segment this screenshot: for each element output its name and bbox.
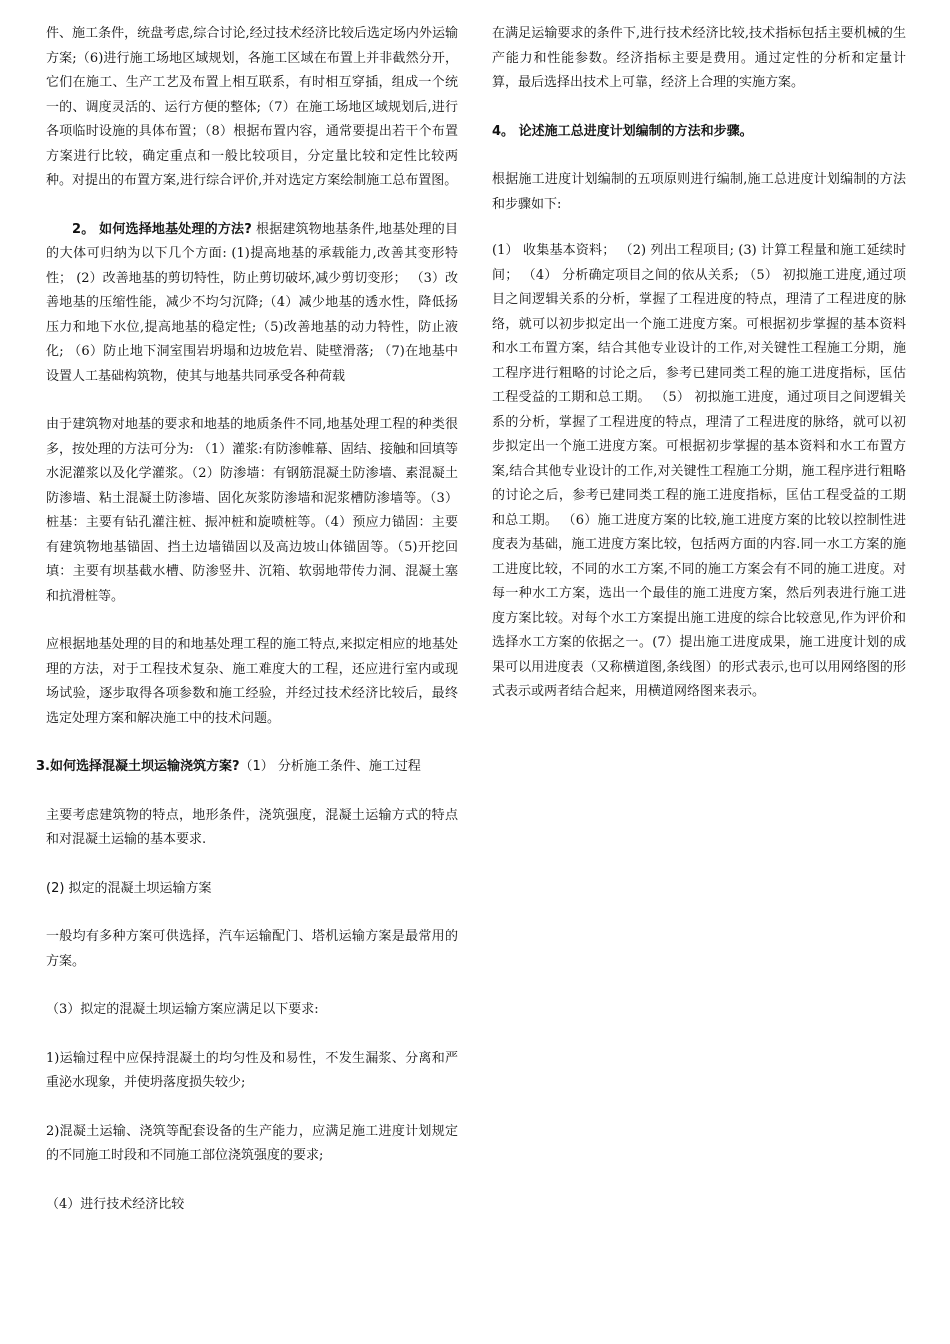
question-3-body: （1） 分析施工条件、施工过程: [239, 759, 421, 774]
right-paragraph-3: (1） 收集基本资料； （2) 列出工程项目; (3) 计算工程量和施工延续时间； （4） 分析确定项目之间的依从关系; （5） 初拟施工进度,通过项目之间逻辑关系的分析，掌握了工程进度的特点，理清了工程进度的脉络，就可以初步拟定出一个施工进度方案。可根据初步掌握的基本资料和水工布置方案，结合其他专业设计的工作,对关键性工程施工分期，施工程序进行粗略的讨论之后，参考已建同类工程的施工进度指标，匡估工程受益的工期和总工期。 （5） 初拟施工进度，通过项目之间逻辑关系的分析，掌握了工程进度的特点，理清了工程进度的脉络，就可以初步拟定出一个施工进度方案。可根据初步掌握的基本资料和水工布置方案,结合其他专业设计的工作,对关键性工程施工分期，施工程序进行粗略的讨论之后，参考已建同类工程的施工进度指标，匡估工程受益的工期和总工期。 （6）施工进度方案的比较,施工进度方案的比较以控制性进度表为基础，施工进度方案比较，包括两方面的内容.同一水工方案的施工进度比较，不同的水工方案,不同的施工方案会有不同的施工进度。对每一种水工方案，选出一个最佳的施工进度方案，然后列表进行施工进度方案比较。对每个水工方案提出施工进度的综合比较意见,作为评价和选择水工方案的依据之一。(7）提出施工进度成果，施工进度计划的成果可以用进度表（又称横道图,条线图）的形式表示,也可以用网络图的形式表示或两者结合起来，用横道网络图来表示。: [492, 243, 906, 699]
left-paragraph-1: 件、施工条件，统盘考虑,综合讨论,经过技术经济比较后选定场内外运输方案;（6)进行施工场地区域规划，各施工区域在布置上并非截然分开，它们在施工、生产工艺及布置上相互联系，有时相互穿插，组成一个统一的、调度灵活的、运行方便的整体;（7）在施工场地区域规划后,进行各项临时设施的具体布置；（8）根据布置内容，通常要提出若干个布置方案进行比较，确定重点和一般比较项目，分定量比较和定性比较两种。对提出的布置方案,进行综合评价,并对选定方案绘制施工总布置图。: [46, 26, 458, 188]
left-paragraph-5: 主要考虑建筑物的特点，地形条件，浇筑强度，混凝土运输方式的特点和对混凝土运输的基本要求.: [46, 807, 458, 847]
question-2-body: 根据建筑物地基条件,地基处理的目的大体可归纳为以下几个方面: (1)提高地基的承载能力,改善其变形特性； (2）改善地基的剪切特性，防止剪切破坏,减少剪切变形； （3）改善地基的压缩性能，减少不均匀沉降;（4）减少地基的透水性，降低扬压力和地下水位,提高地基的稳定性;（5)改善地基的动力特性，防止液化; （6）防止地下洞室围岩坍塌和边坡危岩、陡壁滑落; （7)在地基中设置人工基础构筑物，使其与地基共同承受各种荷载: [46, 221, 458, 384]
left-paragraph-3: 由于建筑物对地基的要求和地基的地质条件不同,地基处理工程的种类很多，按处理的方法可分为: （1）灌浆:有防渗帷幕、固结、接触和回填等水泥灌浆以及化学灌浆。（2）防渗墙：有钢筋混凝土防渗墙、素混凝土防渗墙、粘土混凝土防渗墙、固化灰浆防渗墙和泥浆槽防渗墙等。（3）桩基：主要有钻孔灌注桩、振冲桩和旋喷桩等。（4）预应力锚固：主要有建筑物地基锚固、挡土边墙锚固以及高边坡山体锚固等。（5)开挖回填：主要有坝基截水槽、防渗竖井、沉箱、软弱地带传力洞、混凝土塞和抗滑桩等。: [46, 417, 458, 604]
right-paragraph-1: 在满足运输要求的条件下,进行技术经济比较,技术指标包括主要机械的生产能力和性能参数。经济指标主要是费用。通过定性的分析和定量计算，最后选择出技术上可靠，经济上合理的实施方案。: [492, 26, 906, 90]
left-paragraph-11: （4）进行技术经济比较: [46, 1196, 185, 1212]
question-2-title: 2。 如何选择地基处理的方法?: [72, 221, 252, 237]
left-paragraph-7: 一般均有多种方案可供选择，汽车运输配门、塔机运输方案是最常用的方案。: [46, 929, 458, 969]
right-paragraph-2: 根据施工进度计划编制的五项原则进行编制,施工总进度计划编制的方法和步骤如下:: [492, 172, 906, 212]
question-3-paragraph: [36, 755, 458, 780]
left-paragraph-10: 2)混凝土运输、浇筑等配套设备的生产能力，应满足施工进度计划规定的不同施工时段和不同施工部位浇筑强度的要求;: [46, 1123, 458, 1163]
left-paragraph-8: （3）拟定的混凝土坝运输方案应满足以下要求:: [46, 1002, 319, 1017]
left-column: [36, 22, 458, 1217]
right-column: [492, 22, 906, 705]
left-paragraph-4: 应根据地基处理的目的和地基处理工程的施工特点,来拟定相应的地基处理的方法，对于工程技术复杂、施工难度大的工程，还应进行室内或现场试验，逐步取得各项参数和施工经验，并经过技术经济比较后，最终选定处理方案和解决施工中的技术问题。: [46, 637, 458, 726]
left-paragraph-9: 1)运输过程中应保持混凝土的均匀性及和易性，不发生漏浆、分离和严重泌水现象，并使坍落度损失较少;: [46, 1050, 458, 1090]
question-4-title: 4。 论述施工总进度计划编制的方法和步骤。: [492, 123, 753, 139]
question-2-paragraph: [46, 218, 458, 390]
left-paragraph-6: (2) 拟定的混凝土坝运输方案: [46, 880, 212, 896]
question-3-title: 3.如何选择混凝土坝运输浇筑方案?: [36, 759, 240, 774]
